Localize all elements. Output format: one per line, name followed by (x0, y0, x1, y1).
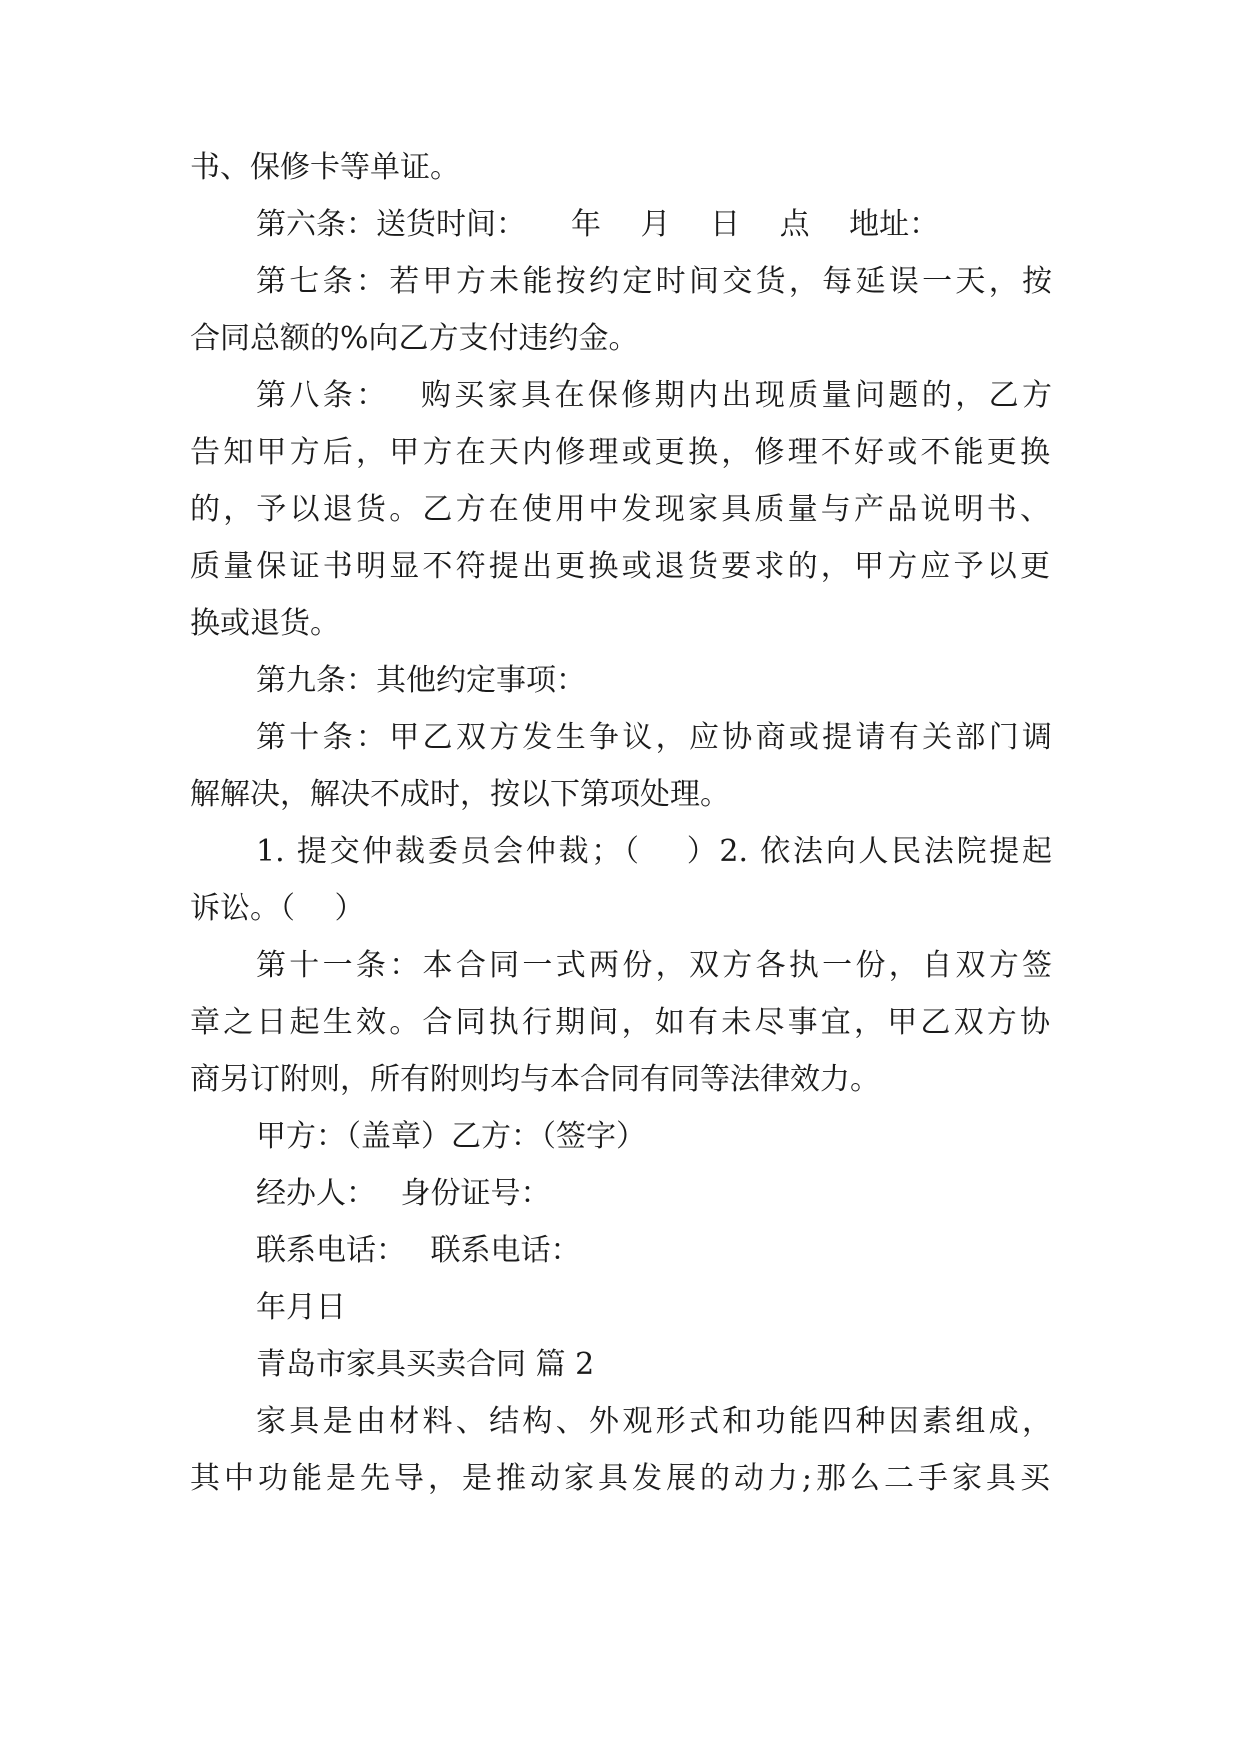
text-line: 第七条：若甲方未能按约定时间交货，每延误一天，按 (256, 264, 1052, 299)
text-line: 第八条： 购买家具在保修期内出现质量问题的，乙方 (256, 378, 1052, 413)
text-line: 其中功能是先导，是推动家具发展的动力;那么二手家具买 (190, 1461, 1050, 1496)
text-line: 质量保证书明显不符提出更换或退货要求的，甲方应予以更 (190, 549, 1050, 584)
text-line: 第十条：甲乙双方发生争议，应协商或提请有关部门调 (256, 720, 1052, 755)
text-line: 的，予以退货。乙方在使用中发现家具质量与产品说明书、 (190, 492, 1050, 527)
text-line: 换或退货。 (190, 606, 340, 641)
text-line: 经办人： 身份证号： (256, 1176, 551, 1211)
text-line: 合同总额的%向乙方支付违约金。 (190, 321, 639, 356)
text-line: 章之日起生效。合同执行期间，如有未尽事宜，甲乙双方协 (190, 1005, 1050, 1040)
section-heading: 青岛市家具买卖合同 篇 2 (256, 1347, 595, 1382)
text-line: 第九条：其他约定事项： (256, 663, 586, 698)
text-line: 年月日 (256, 1290, 346, 1325)
text-line: 书、保修卡等单证。 (190, 150, 460, 185)
text-line: 诉讼。（ ） (190, 891, 365, 926)
text-line: 甲方：（盖章）乙方：（签字） (256, 1119, 646, 1154)
text-line: 第六条：送货时间： 年 月 日 点 地址： (256, 207, 940, 242)
text-line: 家具是由材料、结构、外观形式和功能四种因素组成， (256, 1404, 1052, 1439)
text-line: 解解决，解决不成时，按以下第项处理。 (190, 777, 730, 812)
text-line: 商另订附则，所有附则均与本合同有同等法律效力。 (190, 1062, 880, 1097)
text-line: 联系电话： 联系电话： (256, 1233, 581, 1268)
text-line: 1. 提交仲裁委员会仲裁；（ ）2. 依法向人民法院提起 (256, 834, 1052, 869)
text-line: 告知甲方后，甲方在天内修理或更换，修理不好或不能更换 (190, 435, 1050, 470)
text-line: 第十一条：本合同一式两份，双方各执一份，自双方签 (256, 948, 1052, 983)
